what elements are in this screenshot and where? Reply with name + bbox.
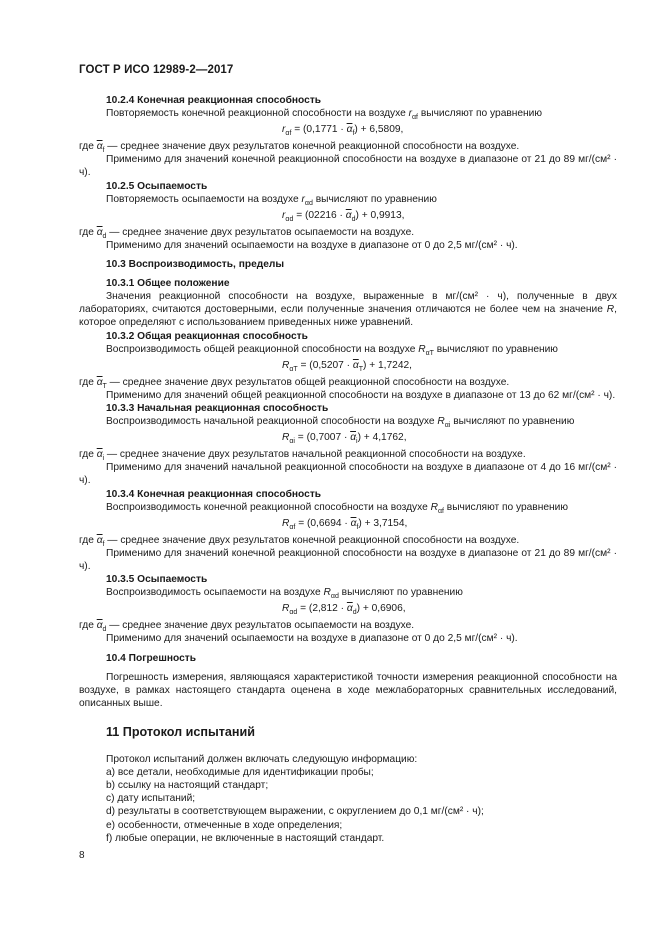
equation: $R_{\alpha d} = (2,812 \cdot \overline{\alpha}_d) + 0,6906$, xyxy=(282,603,406,617)
paragraph: Применимо для значений общей реакционной способности на воздухе в диапазоне от 13 до 62 мг/(см² · ч). xyxy=(106,389,616,401)
paragraph: Воспроизводимость конечной реакционной способности на воздухе $R_{\alpha f}$ вычисляют по уравнению xyxy=(106,501,568,515)
equation-legend: где $\overline{\alpha}_d$ — среднее значение двух результатов осыпаемости на воздухе. xyxy=(79,620,415,634)
list-item: e) особенности, отмеченные в ходе определения; xyxy=(106,819,343,831)
paragraph: Воспроизводимость начальной реакционной способности на воздухе $R_{\alpha i}$ вычисляют по уравнению xyxy=(106,416,575,430)
section-heading-10-3-5: 10.3.5 Осыпаемость xyxy=(106,574,208,586)
equation-legend: где $\overline{\alpha}_T$ — среднее значение двух результатов общей реакционной способности на воздухе. xyxy=(79,376,510,390)
document-body xyxy=(79,94,617,845)
equation: $r_{\alpha d} = (02216 \cdot \overline{\alpha}_d) + 0,9913$, xyxy=(282,209,405,223)
paragraph: Применимо для значений конечной реакционной способности на воздухе в диапазоне от 21 до 89 мг/(см² · ч). xyxy=(79,547,617,572)
paragraph: Значения реакционной способности на воздухе, выраженные в мг/(см² · ч), полученные в двух лабораториях, считаются достоверными, если полученные значения отличаются не более чем на значение R, которое определяют с использованием приведенных ниже уравнений. xyxy=(79,291,617,329)
section-heading-10-2-5: 10.2.5 Осыпаемость xyxy=(106,180,208,192)
list-item: b) ссылку на настоящий стандарт; xyxy=(106,780,269,792)
section-heading-10-2-4: 10.2.4 Конечная реакционная способность xyxy=(106,95,322,106)
section-heading-10-3-2: 10.3.2 Общая реакционная способность xyxy=(106,330,308,342)
paragraph: Погрешность измерения, являющаяся характеристикой точности измерения реакционной способности на воздухе, в рамках настоящего стандарта оценена в ходе межлабораторных сравнительных исследований, описанных выше. xyxy=(79,671,617,709)
equation: $R_{\alpha i} = (0,7007 \cdot \overline{\alpha}_i) + 4,1762$, xyxy=(282,432,407,446)
section-heading-10-3-1: 10.3.1 Общее положение xyxy=(106,278,230,290)
list xyxy=(79,766,617,845)
section-heading-10-3-4: 10.3.4 Конечная реакционная способность xyxy=(106,488,322,500)
paragraph: Воспроизводимость осыпаемости на воздухе $R_{\alpha d}$ вычисляют по уравнению xyxy=(106,587,463,601)
section-heading-11: 11 Протокол испытаний xyxy=(106,724,256,739)
paragraph: Протокол испытаний должен включать следующую информацию: xyxy=(106,754,418,766)
equation: $r_{\alpha f} = (0,1771 \cdot \overline{\alpha}_f) + 6,5809$, xyxy=(282,124,404,138)
section-heading-10-4: 10.4 Погрешность xyxy=(106,652,196,664)
paragraph: Применимо для значений конечной реакционной способности на воздухе в диапазоне от 21 до 89 мг/(см² · ч). xyxy=(79,154,617,179)
document-header: ГОСТ Р ИСО 12989-2—2017 xyxy=(79,64,234,76)
equation-legend: где $\overline{\alpha}_f$ — среднее значение двух результатов конечной реакционной способности на воздухе. xyxy=(79,141,520,155)
page-number: 8 xyxy=(79,850,85,861)
equation: $R_{\alpha T} = (0,5207 \cdot \overline{\alpha}_T) + 1,7242$, xyxy=(282,359,412,373)
list-item: f) любые операции, не включенные в настоящий стандарт. xyxy=(106,832,385,844)
paragraph: Повторяемость конечной реакционной способности на воздухе $r_{\alpha f}$ вычисляют по уравнению xyxy=(106,108,543,122)
equation-legend: где $\overline{\alpha}_f$ — среднее значение двух результатов конечной реакционной способности на воздухе. xyxy=(79,534,520,548)
list-item: d) результаты в соответствующем выражении, с округлением до 0,1 мг/(см² · ч); xyxy=(106,806,484,818)
paragraph: Применимо для значений осыпаемости на воздухе в диапазоне от 0 до 2,5 мг/(см² · ч). xyxy=(106,633,518,645)
paragraph: Повторяемость осыпаемости на воздухе $r_{\alpha d}$ вычисляют по уравнению xyxy=(106,193,437,207)
section-heading-10-3: 10.3 Воспроизводимость, пределы xyxy=(106,259,285,271)
paragraph: Воспроизводимость общей реакционной способности на воздухе $R_{\alpha T}$ вычисляют по уравнению xyxy=(106,343,558,357)
paragraph: Применимо для значений осыпаемости на воздухе в диапазоне от 0 до 2,5 мг/(см² · ч). xyxy=(106,239,518,251)
equation: $R_{\alpha f} = (0,6694 \cdot \overline{\alpha}_f) + 3,7154$, xyxy=(282,517,408,531)
paragraph: Применимо для значений начальной реакционной способности на воздухе в диапазоне от 4 до 16 мг/(см² · ч). xyxy=(79,462,617,487)
equation-legend: где $\overline{\alpha}_i$ — среднее значение двух результатов начальной реакционной способности на воздухе. xyxy=(79,449,526,463)
equation-legend: где $\overline{\alpha}_d$ — среднее значение двух результатов осыпаемости на воздухе. xyxy=(79,226,415,240)
list-item: a) все детали, необходимые для идентификации пробы; xyxy=(106,767,374,779)
list-item: c) дату испытаний; xyxy=(106,793,196,805)
section-heading-10-3-3: 10.3.3 Начальная реакционная способность xyxy=(106,402,329,414)
